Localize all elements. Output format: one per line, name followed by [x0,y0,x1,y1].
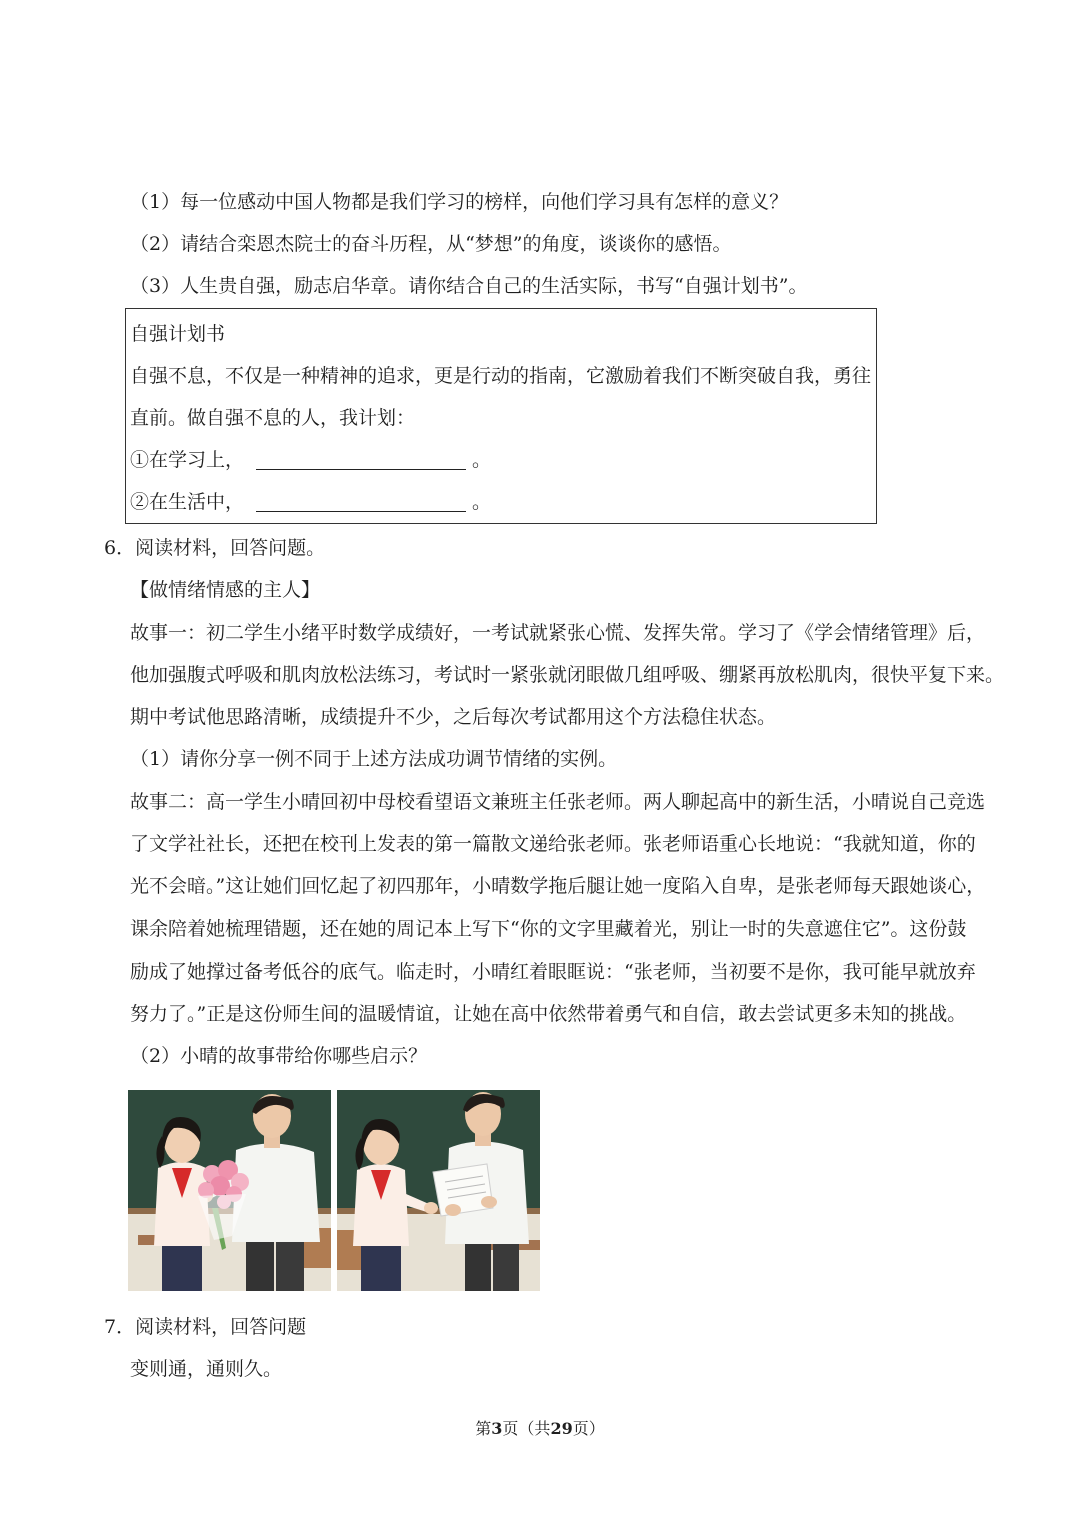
story2-line: 课余陪着她梳理错题，还在她的周记本上写下“你的文字里藏着光，别让一时的失意遮住它”。这份鼓 [130,918,967,940]
plan-box [125,308,877,524]
answer-blank-life[interactable] [256,493,466,512]
plan-item-study-label: ①在学习上， [130,449,245,471]
plan-line-1: 自强不息，不仅是一种精神的追求，更是行动的指南，它激励着我们不断突破自我，勇往 [130,365,872,387]
q6-topic: 【做情绪情感的主人】 [130,579,321,601]
plan-item-life-label: ②在生活中， [130,491,245,513]
story2-line: 了文学社社长，还把在校刊上发表的第一篇散文递给张老师。张老师语重心长地说：“我就知道，你的 [130,833,976,855]
answer-blank-study[interactable] [256,451,466,470]
q7-text: 变则通，通则久。 [130,1358,283,1380]
plan-item-study [130,448,491,472]
period-mark: 。 [472,491,492,513]
story2-line: 光不会暗。”这让她们回忆起了初四那年，小晴数学拖后腿让她一度陷入自卑，是张老师每天跟她谈心， [130,875,986,897]
footer-prefix: 第 [475,1419,492,1438]
story1-line: 期中考试他思路清晰，成绩提升不少，之后每次考试都用这个方法稳住状态。 [130,706,777,728]
plan-line-2: 直前。做自强不息的人，我计划： [130,407,416,429]
footer-middle: 页（共 [502,1419,551,1438]
q6-sub2: （2）小晴的故事带给你哪些启示？ [130,1045,428,1067]
q7-heading: 7．阅读材料，回答问题 [104,1316,307,1338]
story1-line: 故事一：初二学生小绪平时数学成绩好，一考试就紧张心慌、发挥失常。学习了《学会情绪管理》后， [130,622,986,644]
page-footer [0,1416,1080,1439]
illustration-flowers [128,1090,331,1291]
story2-line: 励成了她撑过备考低谷的底气。临走时，小晴红着眼眶说：“张老师，当初要不是你，我可能早就放弃 [130,961,976,983]
q5-sub2: （2）请结合栾恩杰院士的奋斗历程，从“梦想”的角度，谈谈你的感悟。 [130,233,732,255]
plan-item-life [130,490,491,514]
page-number: 3 [491,1419,503,1438]
story2-line: 故事二：高一学生小晴回初中母校看望语文兼班主任张老师。两人聊起高中的新生活，小晴说自己竞选 [130,791,986,813]
q5-sub3: （3）人生贵自强，励志启华章。请你结合自己的生活实际，书写“自强计划书”。 [130,275,808,297]
footer-suffix: 页） [572,1419,605,1438]
story2-line: 努力了。”正是这份师生间的温暖情谊，让她在高中依然带着勇气和自信，敢去尝试更多未知的挑战。 [130,1003,967,1025]
story1-line: 他加强腹式呼吸和肌肉放松法练习，考试时一紧张就闭眼做几组呼吸、绷紧再放松肌肉，很快平复下来。 [130,664,1005,686]
q6-sub1: （1）请你分享一例不同于上述方法成功调节情绪的实例。 [130,748,618,770]
q5-sub1: （1）每一位感动中国人物都是我们学习的榜样，向他们学习具有怎样的意义？ [130,191,789,213]
illustration-essay [337,1090,540,1291]
q6-heading: 6．阅读材料，回答问题。 [104,537,326,559]
period-mark: 。 [472,449,492,471]
total-pages: 29 [550,1419,573,1438]
plan-title: 自强计划书 [130,323,226,345]
